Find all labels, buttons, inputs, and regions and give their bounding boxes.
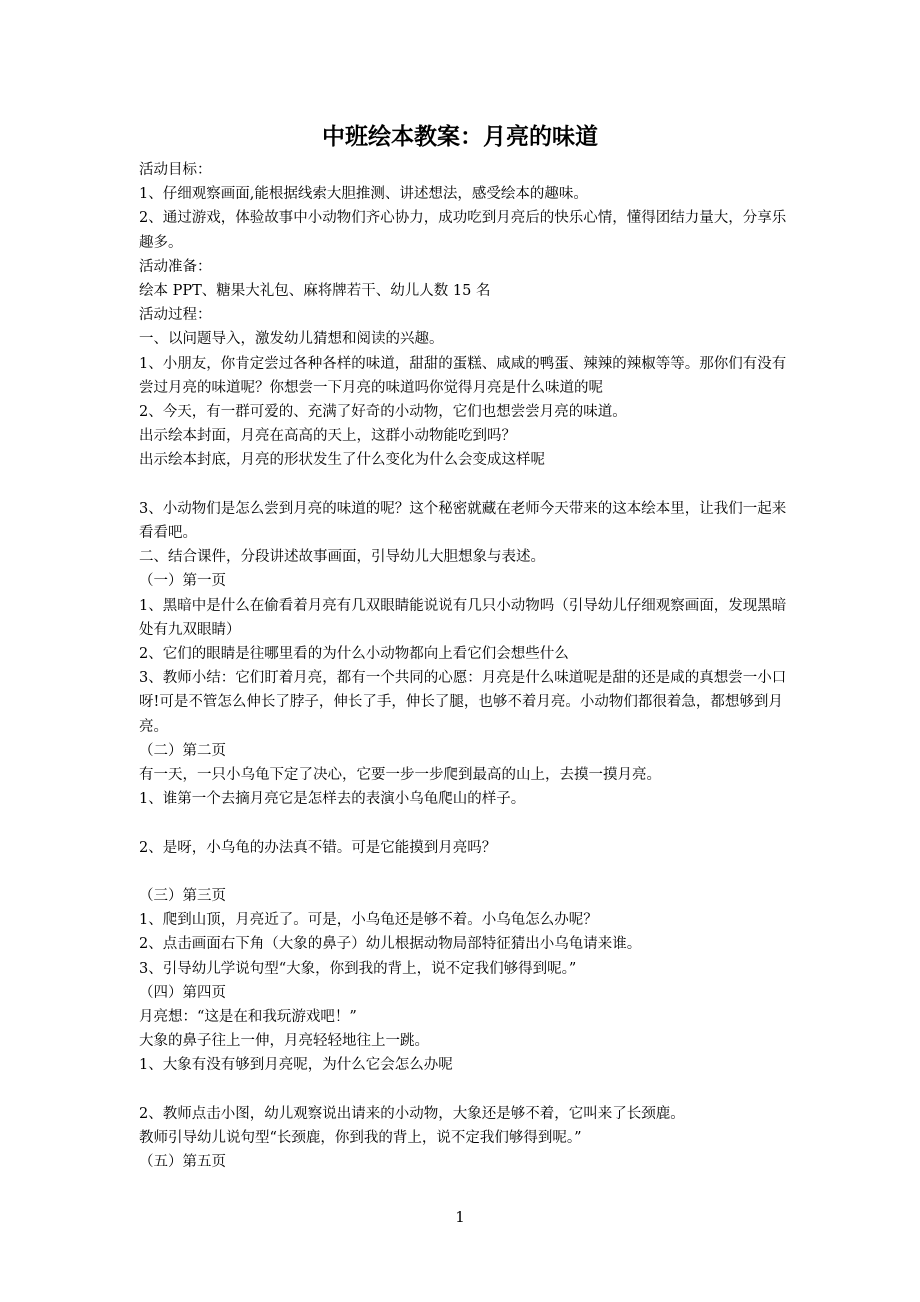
paragraph: 绘本 PPT、糖果大礼包、麻将牌若干、幼儿人数 15 名 (139, 283, 491, 300)
paragraph: 3、小动物们是怎么尝到月亮的味道的呢？这个秘密就藏在老师今天带来的这本绘本里，让我们一起来看看吧。 (139, 500, 787, 542)
paragraph: 一、以问题导入，激发幼儿猜想和阅读的兴趣。 (139, 331, 444, 348)
paragraph: 1、大象有没有够到月亮呢，为什么它会怎么办呢 (139, 1057, 453, 1074)
paragraph: 1、爬到山顶，月亮近了。可是，小乌龟还是够不着。小乌龟怎么办呢？ (139, 912, 598, 929)
paragraph: （四）第四页 (139, 984, 226, 1001)
paragraph: 有一天，一只小乌龟下定了决心，它要一步一步爬到最高的山上，去摸一摸月亮。 (139, 767, 661, 784)
paragraph: 1、小朋友，你肯定尝过各种各样的味道，甜甜的蛋糕、咸咸的鸭蛋、辣辣的辣椒等等。那你们有没有尝过月亮的味道呢？你想尝一下月亮的味道吗你觉得月亮是什么味道的呢 (139, 355, 787, 396)
blank-line (139, 811, 787, 835)
paragraph: 2、今天，有一群可爱的、充满了好奇的小动物，它们也想尝尝月亮的味道。 (139, 404, 627, 421)
page-title: 中班绘本教案：月亮的味道 (322, 123, 598, 150)
paragraph: （一）第一页 (139, 573, 226, 590)
paragraph: （三）第三页 (139, 888, 226, 905)
page-number: 1 (455, 1208, 465, 1226)
paragraph: （二）第二页 (139, 742, 226, 759)
blank-line (139, 860, 787, 884)
paragraph: 1、黑暗中是什么在偷看着月亮有几双眼睛能说说有几只小动物吗（引导幼儿仔细观察画面，发现黑暗处有九双眼睛） (139, 597, 787, 638)
paragraph: 3、教师小结：它们盯着月亮，都有一个共同的心愿：月亮是什么味道呢是甜的还是咸的真想尝一小口呀!可是不管怎么伸长了脖子，伸长了手，伸长了腿，也够不着月亮。小动物们都很着急，都想够到月亮。 (139, 670, 787, 735)
paragraph: 3、引导幼儿学说句型“大象，你到我的背上，说不定我们够得到呢。” (139, 960, 577, 977)
paragraph: 活动目标： (139, 162, 212, 178)
paragraph: 2、它们的眼睛是往哪里看的为什么小动物都向上看它们会想些什么 (139, 646, 569, 663)
paragraph: 1、谁第一个去摘月亮它是怎样去的表演小乌龟爬山的样子。 (139, 791, 526, 808)
paragraph: 出示绘本封面，月亮在高高的天上，这群小动物能吃到吗？ (139, 428, 516, 445)
blank-line (139, 1078, 787, 1102)
paragraph: 2、教师点击小图，幼儿观察说出请来的小动物，大象还是够不着，它叫来了长颈鹿。 (139, 1105, 685, 1122)
paragraph: 2、点击画面右下角（大象的鼻子）幼儿根据动物局部特征猜出小乌龟请来谁。 (139, 936, 642, 953)
blank-line (139, 473, 787, 497)
paragraph: 活动过程： (139, 307, 212, 324)
paragraph: 1、仔细观察画面,能根据线索大胆推测、讲述想法，感受绘本的趣味。 (139, 186, 588, 203)
paragraph: 2、是呀，小乌龟的办法真不错。可是它能摸到月亮吗？ (139, 839, 497, 856)
paragraph: 大象的鼻子往上一伸，月亮轻轻地往上一跳。 (139, 1033, 429, 1050)
paragraph: 教师引导幼儿说句型“长颈鹿，你到我的背上，说不定我们够得到呢。” (139, 1130, 582, 1147)
paragraph: 2、通过游戏，体验故事中小动物们齐心协力，成功吃到月亮后的快乐心情，懂得团结力量大，分享乐趣多。 (139, 210, 787, 251)
document-body (139, 158, 787, 1174)
paragraph: （五）第五页 (139, 1154, 226, 1171)
paragraph: 出示绘本封底，月亮的形状发生了什么变化为什么会变成这样呢 (139, 452, 545, 469)
paragraph: 活动准备： (139, 258, 212, 275)
paragraph: 二、结合课件，分段讲述故事画面，引导幼儿大胆想象与表述。 (139, 549, 545, 566)
paragraph: 月亮想：“这是在和我玩游戏吧！” (139, 1009, 357, 1026)
